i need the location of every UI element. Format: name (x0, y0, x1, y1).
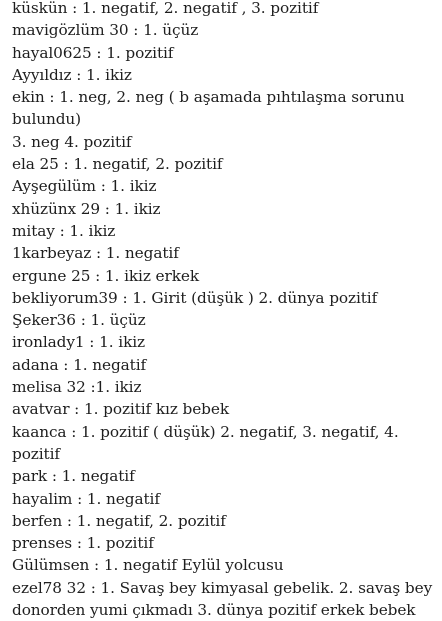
text-line: ergune 25 : 1. ikiz erkek (12, 266, 200, 285)
text-line: hayal0625 : 1. pozitif (12, 43, 174, 62)
document-body (12, 0, 438, 621)
text-line: Ayşegülüm : 1. ikiz (12, 177, 157, 196)
text-line: prenses : 1. pozitif (12, 534, 154, 553)
text-line: 3. neg 4. pozitif (12, 132, 132, 151)
text-line: hayalim : 1. negatif (12, 489, 160, 508)
text-line: ela 25 : 1. negatif, 2. pozitif (12, 155, 223, 174)
text-line: mavigözlüm 30 : 1. üçüz (12, 21, 199, 40)
text-line: adana : 1. negatif (12, 355, 147, 374)
text-line: ezel78 32 : 1. Savaş bey kimyasal gebelik. 2. savaş bey (12, 578, 433, 597)
text-line: Gülümsen : 1. negatif Eylül yolcusu (12, 556, 284, 575)
text-line: bekliyorum39 : 1. Girit (düşük ) 2. dünya pozitif (12, 288, 378, 307)
text-line: ironlady1 : 1. ikiz (12, 333, 145, 352)
text-line: küskün : 1. negatif, 2. negatif , 3. pozitif (12, 0, 319, 17)
text-line: Şeker36 : 1. üçüz (12, 311, 146, 330)
text-line: melisa 32 :1. ikiz (12, 378, 142, 397)
text-line: avatvar : 1. pozitif kız bebek (12, 400, 229, 419)
text-line: donorden yumi çıkmadı 3. dünya pozitif erkek bebek (12, 601, 416, 620)
text-line: berfen : 1. negatif, 2. pozitif (12, 511, 226, 530)
text-line: ekin : 1. neg, 2. neg ( b aşamada pıhtılaşma sorunu (12, 88, 405, 107)
text-line: bulundu) (12, 110, 82, 129)
text-line: park : 1. negatif (12, 467, 135, 486)
text-line: xhüzünx 29 : 1. ikiz (12, 199, 161, 218)
text-line: kaanca : 1. pozitif ( düşük) 2. negatif, 3. negatif, 4. pozitif (12, 422, 404, 463)
text-line: Ayyıldız : 1. ikiz (12, 65, 132, 84)
text-line: mitay : 1. ikiz (12, 221, 116, 240)
text-line: 1karbeyaz : 1. negatif (12, 244, 179, 263)
